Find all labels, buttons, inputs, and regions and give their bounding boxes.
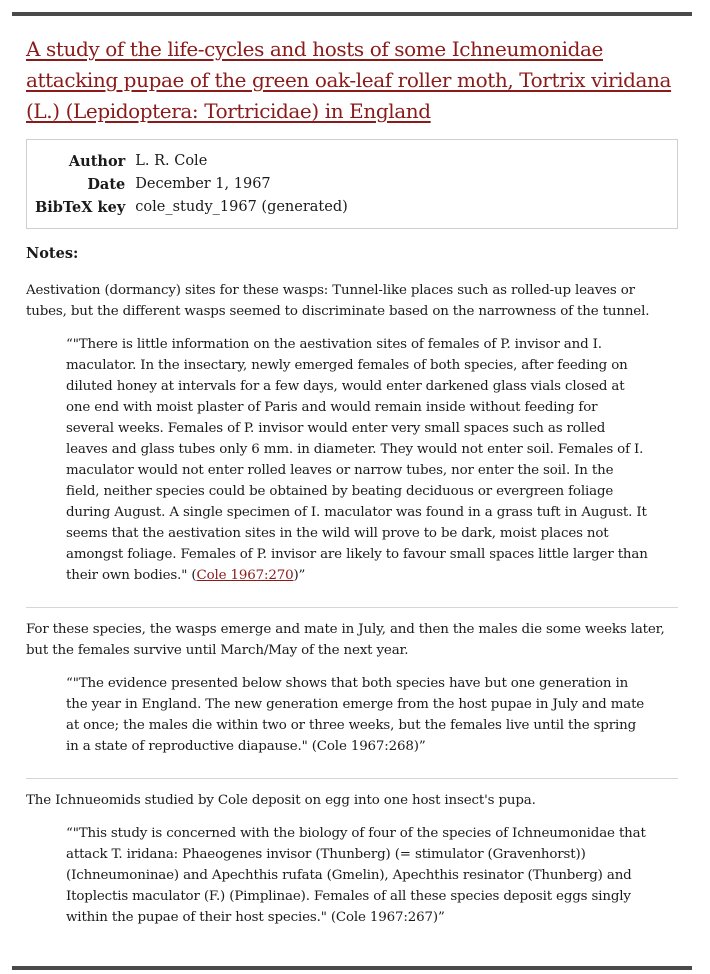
note-quote — [66, 334, 648, 586]
date-label: Date — [87, 176, 126, 193]
note-text: For these species, the wasps emerge and mate in July, and then the males die some weeks later, but the females survive until March/May of the next year. — [26, 622, 665, 658]
metadata-table — [35, 150, 348, 219]
bibtex-label: BibTeX key — [35, 199, 126, 216]
quote-close: )” — [293, 568, 306, 583]
author-label: Author — [68, 153, 126, 170]
note-lifecycle — [26, 619, 678, 757]
notes-heading: Notes: — [26, 245, 79, 262]
page-title[interactable]: A study of the life-cycles and hosts of some Ichneumonidae attacking pupae of the green oak-leaf roller moth, Tortrix viridana (L.) (Lepidoptera: Tortricidae) in England — [26, 37, 672, 123]
quote-text: “"There is little information on the aestivation sites of females of P. invisor and I. maculator. In the insectary, newly emerged females of both species, after feeding on diluted honey at intervals for a few days, would enter darkened glass vials closed at one end with moist plaster of Paris and would remain inside without feeding for several weeks. Females of P. invisor would enter very small spaces such as rolled leaves and glass tubes only 6 mm. in diameter. They would not enter soil. Females of I. maculator would not enter rolled leaves or narrow tubes, nor enter the soil. In the field, neither species could be obtained by beating deciduous or evergreen foliage during August. A single specimen of I. maculator was found in a grass tuft in August. It seems that the aestivation sites in the wild will prove to be dark, moist places not amongst foliage. Females of P. invisor are likely to favour small spaces little larger than their own bodies." ( — [66, 337, 648, 583]
date-row — [35, 173, 348, 196]
note-divider — [26, 607, 678, 608]
citation-link[interactable]: Cole 1967:270 — [196, 568, 294, 583]
entry-content — [12, 16, 692, 928]
author-row — [35, 150, 348, 173]
note-divider — [26, 778, 678, 779]
note-oviposition — [26, 790, 678, 928]
bibtex-row — [35, 196, 348, 219]
bibtex-value: cole_study_1967 (generated) — [135, 199, 348, 215]
note-quote: “"This study is concerned with the biology of four of the species of Ichneumonidae that attack T. iridana: Phaeogenes invisor (Thunberg) (= stimulator (Gravenhorst)) (Ichneumoninae) and Apechthis rufata (Gmelin), Apechthis resinator (Thunberg) and Itoplectis maculator (F.) (Pimplinae). Females of all these species deposit eggs singly within the pupae of their host species." (Cole 1967:267)” — [66, 826, 646, 925]
metadata-box — [26, 139, 678, 229]
note-aestivation — [26, 280, 678, 586]
note-quote: “"The evidence presented below shows that both species have but one generation in the year in England. The new generation emerge from the host pupae in July and mate at once; the males die within two or three weeks, but the females live until the spring in a state of reproductive diapause." (Cole 1967:268)” — [66, 676, 645, 754]
note-text: The Ichnueomids studied by Cole deposit on egg into one host insect's pupa. — [26, 793, 536, 808]
note-text: Aestivation (dormancy) sites for these wasps: Tunnel-like places such as rolled-up leaves or tubes, but the different wasps seemed to discriminate based on the narrowness of the tunnel. — [26, 283, 650, 319]
author-value: L. R. Cole — [135, 153, 208, 169]
date-value: December 1, 1967 — [135, 176, 271, 192]
page-frame — [12, 12, 692, 970]
